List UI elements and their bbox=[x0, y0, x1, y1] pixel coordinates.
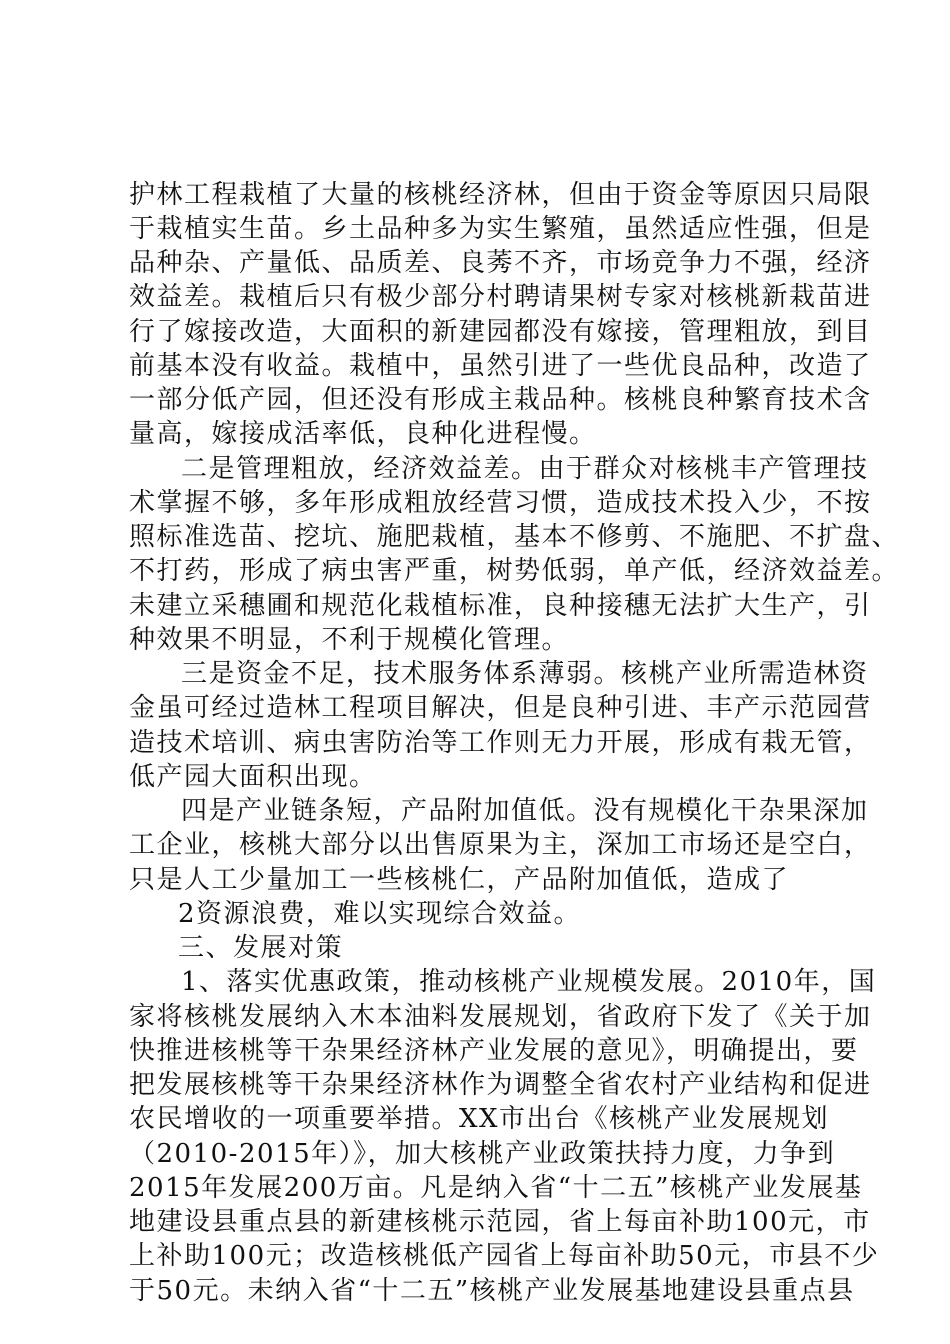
paragraph-start-line: 1、落实优惠政策，推动核桃产业规模发展。2010年，国 bbox=[181, 967, 877, 997]
paragraph-start-line: 三是资金不足，技术服务体系薄弱。核桃产业所需造林资 bbox=[181, 659, 869, 689]
text-line: 于50元。未纳入省“十二五”核桃产业发展基地建设县重点县 bbox=[129, 1276, 855, 1306]
text-line: （2010-2015年）》，加大核桃产业政策扶持力度，力争到 bbox=[129, 1139, 836, 1169]
paragraph-start-line: 四是产业链条短，产品附加值低。没有规模化干杂果深加 bbox=[181, 796, 869, 826]
text-line: 上补助100元；改造核桃低产园省上每亩补助50元，市县不少 bbox=[129, 1241, 880, 1271]
text-line: 于栽植实生苗。乡土品种多为实生繁殖，虽然适应性强，但是 bbox=[129, 214, 872, 244]
text-line: 未建立采穗圃和规范化栽植标准，良种接穗无法扩大生产，引 bbox=[129, 591, 872, 621]
text-line: 只是人工少量加工一些核桃仁，产品附加值低，造成了 bbox=[129, 865, 790, 895]
text-line: 把发展核桃等干杂果经济林作为调整全省农村产业结构和促进 bbox=[129, 1070, 872, 1100]
paragraph-start-line: 二是管理粗放，经济效益差。由于群众对核桃丰产管理技 bbox=[181, 454, 869, 484]
text-line: 种效果不明显，不利于规模化管理。 bbox=[129, 625, 570, 655]
text-line: 量高，嫁接成活率低，良种化进程慢。 bbox=[129, 419, 597, 449]
text-line: 快推进核桃等干杂果经济林产业发展的意见》，明确提出，要 bbox=[129, 1036, 859, 1066]
text-line: 农民增收的一项重要举措。XX市出台《核桃产业发展规划 bbox=[129, 1104, 830, 1134]
text-line: 造技术培训、病虫害防治等工作则无力开展，形成有栽无管， bbox=[129, 728, 872, 758]
text-line: 术掌握不够，多年形成粗放经营习惯，造成技术投入少，不按 bbox=[129, 488, 872, 518]
text-line: 金虽可经过造林工程项目解决，但是良种引进、丰产示范园营 bbox=[129, 693, 872, 723]
text-line: 照标准选苗、挖坑、施肥栽植，基本不修剪、不施肥、不扩盘、 bbox=[129, 522, 900, 552]
text-line: 低产园大面积出现。 bbox=[129, 762, 377, 792]
text-line: 不打药，形成了病虫害严重，树势低弱，单产低，经济效益差。 bbox=[129, 556, 900, 586]
text-line: 品种杂、产量低、品质差、良莠不齐，市场竞争力不强，经济 bbox=[129, 248, 872, 278]
section-heading: 三、发展对策 bbox=[178, 933, 344, 963]
text-line: 前基本没有收益。栽植中，虽然引进了一些优良品种，改造了 bbox=[129, 351, 872, 381]
text-line: 2资源浪费，难以实现综合效益。 bbox=[178, 899, 582, 929]
text-line: 2015年发展200万亩。凡是纳入省“十二五”核桃产业发展基 bbox=[129, 1173, 863, 1203]
text-line: 家将核桃发展纳入木本油料发展规划，省政府下发了《关于加 bbox=[129, 1002, 872, 1032]
text-line: 护林工程栽植了大量的核桃经济林，但由于资金等原因只局限 bbox=[129, 180, 872, 210]
text-line: 一部分低产园，但还没有形成主栽品种。核桃良种繁育技术含 bbox=[129, 385, 872, 415]
text-line: 效益差。栽植后只有极少部分村聘请果树专家对核桃新栽苗进 bbox=[129, 282, 872, 312]
text-line: 工企业，核桃大部分以出售原果为主，深加工市场还是空白， bbox=[129, 830, 872, 860]
text-line: 行了嫁接改造，大面积的新建园都没有嫁接，管理粗放，到目 bbox=[129, 317, 872, 347]
text-line: 地建设县重点县的新建核桃示范园，省上每亩补助100元，市 bbox=[129, 1207, 871, 1237]
